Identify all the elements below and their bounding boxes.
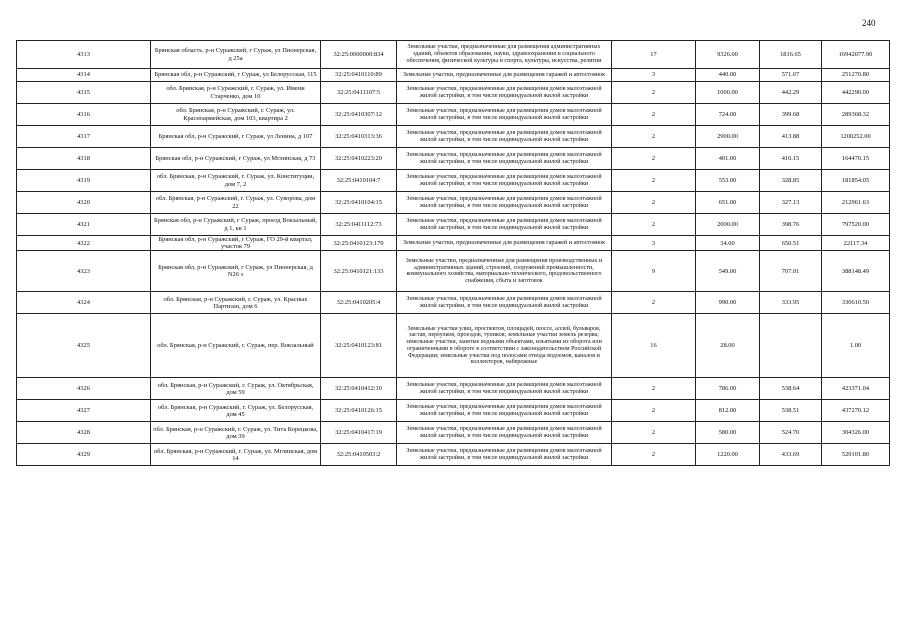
row-number: 4321 <box>17 214 151 236</box>
table-row <box>17 82 890 104</box>
specific-value-cell: 571.07 <box>760 69 822 82</box>
table-row <box>17 314 890 378</box>
cadastral-value-cell: 1200252.00 <box>822 126 890 148</box>
group-cell: 3 <box>612 69 696 82</box>
row-number: 4325 <box>17 314 151 378</box>
address-cell: Брянская обл, р-н Суражский, г Сураж, проезд Вокзальный, д 1, кв 1 <box>151 214 321 236</box>
row-number: 4314 <box>17 69 151 82</box>
land-use-cell: Земельные участки, предназначенные для размещения домов малоэтажной жилой застройки, в том числе индивидуальной жилой застройки <box>397 400 612 422</box>
table-row <box>17 422 890 444</box>
row-number: 4326 <box>17 378 151 400</box>
specific-value-cell: 1816.65 <box>760 41 822 69</box>
area-cell: 1220.00 <box>696 444 760 466</box>
address-cell: Брянская обл, р-н Суражский, г Сураж, ул Пионерская, д N26 з <box>151 251 321 292</box>
specific-value-cell: 327.13 <box>760 192 822 214</box>
address-cell: обл. Брянская, р-н Суражский, г. Сураж, пер. Вокзальный <box>151 314 321 378</box>
area-cell: 553.00 <box>696 170 760 192</box>
cadastral-value-cell: 797520.00 <box>822 214 890 236</box>
cadastral-number-cell: 32:25:0410123:81 <box>321 314 397 378</box>
group-cell: 16 <box>612 314 696 378</box>
group-cell: 2 <box>612 148 696 170</box>
cadastral-number-cell: 32:25:0411112:73 <box>321 214 397 236</box>
cadastral-number-cell: 32:25:0000000:834 <box>321 41 397 69</box>
specific-value-cell: 433.69 <box>760 444 822 466</box>
row-number: 4317 <box>17 126 151 148</box>
specific-value-cell: 333.95 <box>760 292 822 314</box>
table-row <box>17 126 890 148</box>
cadastral-value-cell: 423371.04 <box>822 378 890 400</box>
cadastral-number-cell: 32:25:0410104:15 <box>321 192 397 214</box>
group-cell: 2 <box>612 170 696 192</box>
cadastral-value-cell: 22117.34 <box>822 236 890 251</box>
cadastral-number-cell: 32:25:0410313:36 <box>321 126 397 148</box>
address-cell: обл. Брянская, р-н Суражский, г. Сураж, ул. Белорусская, дом 45 <box>151 400 321 422</box>
row-number: 4328 <box>17 422 151 444</box>
land-use-cell: Земельные участки, предназначенные для размещения гаражей и автостоянок <box>397 236 612 251</box>
group-cell: 2 <box>612 126 696 148</box>
cadastral-number-cell: 32:25:0410104:7 <box>321 170 397 192</box>
row-number: 4322 <box>17 236 151 251</box>
group-cell: 9 <box>612 251 696 292</box>
specific-value-cell: 410.15 <box>760 148 822 170</box>
cadastral-number-cell: 32:25:0410123:170 <box>321 236 397 251</box>
group-cell: 2 <box>612 214 696 236</box>
area-cell: 724.00 <box>696 104 760 126</box>
land-use-cell: Земельные участки улиц, проспектов, площадей, шоссе, аллей, бульваров, застав, переулков, проездов, тупиков; земельные участки земель резерва; земельные участки, занятые водными объектами, изъятыми из оборота или ограниченными в обороте в соответствии с законодательством Российской Федерации; земельные участки под полосами отвода водоемов, каналов и коллекторов, набережные <box>397 314 612 378</box>
specific-value-cell: 328.85 <box>760 170 822 192</box>
address-cell: Брянская обл, р-н Суражский, г Сураж, ул Мглинская, д 73 <box>151 148 321 170</box>
specific-value-cell: 650.51 <box>760 236 822 251</box>
group-cell: 2 <box>612 104 696 126</box>
area-cell: 34.00 <box>696 236 760 251</box>
cadastral-number-cell: 32:25:0410110:89 <box>321 69 397 82</box>
group-cell: 2 <box>612 378 696 400</box>
area-cell: 28.00 <box>696 314 760 378</box>
cadastral-number-cell: 32:25:0410503:2 <box>321 444 397 466</box>
address-cell: обл. Брянская, р-н Суражский, г. Сураж, ул. Суворова, дом 22 <box>151 192 321 214</box>
table-row <box>17 214 890 236</box>
specific-value-cell: 399.68 <box>760 104 822 126</box>
specific-value-cell: 707.01 <box>760 251 822 292</box>
row-number: 4327 <box>17 400 151 422</box>
table-row <box>17 292 890 314</box>
cadastral-value-cell: 181854.05 <box>822 170 890 192</box>
cadastral-number-cell: 32:25:0410121:133 <box>321 251 397 292</box>
address-cell: Брянская обл, р-н Суражский, г Сураж, ГО 29-й квартал, участок 79 <box>151 236 321 251</box>
page-number: 240 <box>862 18 876 28</box>
area-cell: 9326.00 <box>696 41 760 69</box>
land-use-cell: Земельные участки, предназначенные для размещения домов малоэтажной жилой застройки, в том числе индивидуальной жилой застройки <box>397 104 612 126</box>
land-use-cell: Земельные участки, предназначенные для размещения домов малоэтажной жилой застройки, в том числе индивидуальной жилой застройки <box>397 444 612 466</box>
specific-value-cell: 398.76 <box>760 214 822 236</box>
address-cell: Брянская обл, р-н Суражский, г Сураж, ул Ленина, д 107 <box>151 126 321 148</box>
row-number: 4319 <box>17 170 151 192</box>
land-use-cell: Земельные участки, предназначенные для размещения домов малоэтажной жилой застройки, в том числе индивидуальной жилой застройки <box>397 126 612 148</box>
address-cell: Брянская область, р-н Суражский, г Сураж, ул Пионерская, д 25а <box>151 41 321 69</box>
table-row <box>17 104 890 126</box>
row-number: 4324 <box>17 292 151 314</box>
group-cell: 2 <box>612 444 696 466</box>
cadastral-value-cell: 442290.00 <box>822 82 890 104</box>
area-cell: 786.00 <box>696 378 760 400</box>
specific-value-cell: 524.70 <box>760 422 822 444</box>
row-number: 4313 <box>17 41 151 69</box>
area-cell: 2900.00 <box>696 126 760 148</box>
address-cell: Брянская обл, р-н Суражский, г Сураж, ул Белорусская, 115 <box>151 69 321 82</box>
row-number: 4316 <box>17 104 151 126</box>
land-use-cell: Земельные участки, предназначенные для размещения домов малоэтажной жилой застройки, в том числе индивидуальной жилой застройки <box>397 170 612 192</box>
area-cell: 401.00 <box>696 148 760 170</box>
address-cell: обл. Брянская, р-н Суражский, г. Сураж, ул. Мглинская, дом 14 <box>151 444 321 466</box>
table-row <box>17 170 890 192</box>
row-number: 4329 <box>17 444 151 466</box>
specific-value-cell: 538.64 <box>760 378 822 400</box>
cadastral-value-cell: 304326.00 <box>822 422 890 444</box>
group-cell: 17 <box>612 41 696 69</box>
table-row <box>17 148 890 170</box>
area-cell: 440.00 <box>696 69 760 82</box>
area-cell: 1000.00 <box>696 82 760 104</box>
cadastral-value-cell: 289368.32 <box>822 104 890 126</box>
cadastral-value-cell: 1.00 <box>822 314 890 378</box>
land-use-cell: Земельные участки, предназначенные для размещения домов малоэтажной жилой застройки, в том числе индивидуальной жилой застройки <box>397 292 612 314</box>
table-row <box>17 192 890 214</box>
table-row <box>17 400 890 422</box>
land-use-cell: Земельные участки, предназначенные для размещения домов малоэтажной жилой застройки, в том числе индивидуальной жилой застройки <box>397 378 612 400</box>
area-cell: 580.00 <box>696 422 760 444</box>
table-row <box>17 378 890 400</box>
address-cell: обл. Брянская, р-н Суражский, г. Сураж, ул. Красноармейская, дом 103, квартира 2 <box>151 104 321 126</box>
area-cell: 651.00 <box>696 192 760 214</box>
group-cell: 3 <box>612 236 696 251</box>
address-cell: обл. Брянская, р-н Суражский, г. Сураж, ул. Конституции, дом 7, 2 <box>151 170 321 192</box>
cadastral-value-cell: 330610.50 <box>822 292 890 314</box>
specific-value-cell: 538.51 <box>760 400 822 422</box>
land-use-cell: Земельные участки, предназначенные для размещения домов малоэтажной жилой застройки, в том числе индивидуальной жилой застройки <box>397 214 612 236</box>
group-cell: 2 <box>612 192 696 214</box>
address-cell: обл. Брянская, р-н Суражский, г. Сураж, ул. Октябрьская, дом 59 <box>151 378 321 400</box>
land-use-cell: Земельные участки, предназначенные для размещения гаражей и автостоянок <box>397 69 612 82</box>
land-use-cell: Земельные участки, предназначенные для размещения домов малоэтажной жилой застройки, в том числе индивидуальной жилой застройки <box>397 82 612 104</box>
group-cell: 2 <box>612 422 696 444</box>
cadastral-value-cell: 529101.80 <box>822 444 890 466</box>
cadastral-number-cell: 32:25:0410417:19 <box>321 422 397 444</box>
cadastral-number-cell: 32:25:0410307:12 <box>321 104 397 126</box>
land-use-cell: Земельные участки, предназначенные для размещения домов малоэтажной жилой застройки, в том числе индивидуальной жилой застройки <box>397 422 612 444</box>
specific-value-cell: 442.29 <box>760 82 822 104</box>
address-cell: обл. Брянская, р-н Суражский, г. Сураж, ул. Имени Старченко, дом 10 <box>151 82 321 104</box>
cadastral-number-cell: 32:25:0410205:4 <box>321 292 397 314</box>
address-cell: обл. Брянская, р-н Суражский, г. Сураж, ул. Тита Корецкова, дом 39 <box>151 422 321 444</box>
land-use-cell: Земельные участки, предназначенные для размещения административных зданий, объектов образования, науки, здравоохранения и социального обеспечения, физической культуры и спорта, культуры, искусства, религии <box>397 41 612 69</box>
land-registry-table <box>16 40 890 466</box>
row-number: 4318 <box>17 148 151 170</box>
area-cell: 812.00 <box>696 400 760 422</box>
row-number: 4323 <box>17 251 151 292</box>
area-cell: 549.00 <box>696 251 760 292</box>
group-cell: 2 <box>612 292 696 314</box>
cadastral-value-cell: 164470.15 <box>822 148 890 170</box>
cadastral-number-cell: 32:25:0410223:20 <box>321 148 397 170</box>
area-cell: 2000.00 <box>696 214 760 236</box>
specific-value-cell: 413.88 <box>760 126 822 148</box>
land-use-cell: Земельные участки, предназначенные для размещения домов малоэтажной жилой застройки, в том числе индивидуальной жилой застройки <box>397 192 612 214</box>
area-cell: 990.00 <box>696 292 760 314</box>
cadastral-number-cell: 32:25:0410126:15 <box>321 400 397 422</box>
cadastral-value-cell: 251270.80 <box>822 69 890 82</box>
land-use-cell: Земельные участки, предназначенные для размещения домов малоэтажной жилой застройки, в том числе индивидуальной жилой застройки <box>397 148 612 170</box>
land-use-cell: Земельные участки, предназначенные для размещения производственных и административных зданий, строений, сооружений промышленности, коммунального хозяйства, материально-технического, продовольственного снабжения, сбыта и заготовок <box>397 251 612 292</box>
table-row <box>17 236 890 251</box>
specific-value-cell <box>760 314 822 378</box>
cadastral-value-cell: 437270.12 <box>822 400 890 422</box>
row-number: 4315 <box>17 82 151 104</box>
address-cell: обл. Брянская, р-н Суражский, г. Сураж, ул. Красных Партизан, дом 6 <box>151 292 321 314</box>
group-cell: 2 <box>612 82 696 104</box>
cadastral-value-cell: 16942077.90 <box>822 41 890 69</box>
cadastral-value-cell: 212961.63 <box>822 192 890 214</box>
group-cell: 2 <box>612 400 696 422</box>
table-row <box>17 41 890 69</box>
table-row <box>17 251 890 292</box>
cadastral-value-cell: 388148.49 <box>822 251 890 292</box>
table-row <box>17 444 890 466</box>
table-row <box>17 69 890 82</box>
cadastral-number-cell: 32:25:0410412:10 <box>321 378 397 400</box>
cadastral-number-cell: 32:25:0411107:5 <box>321 82 397 104</box>
row-number: 4320 <box>17 192 151 214</box>
